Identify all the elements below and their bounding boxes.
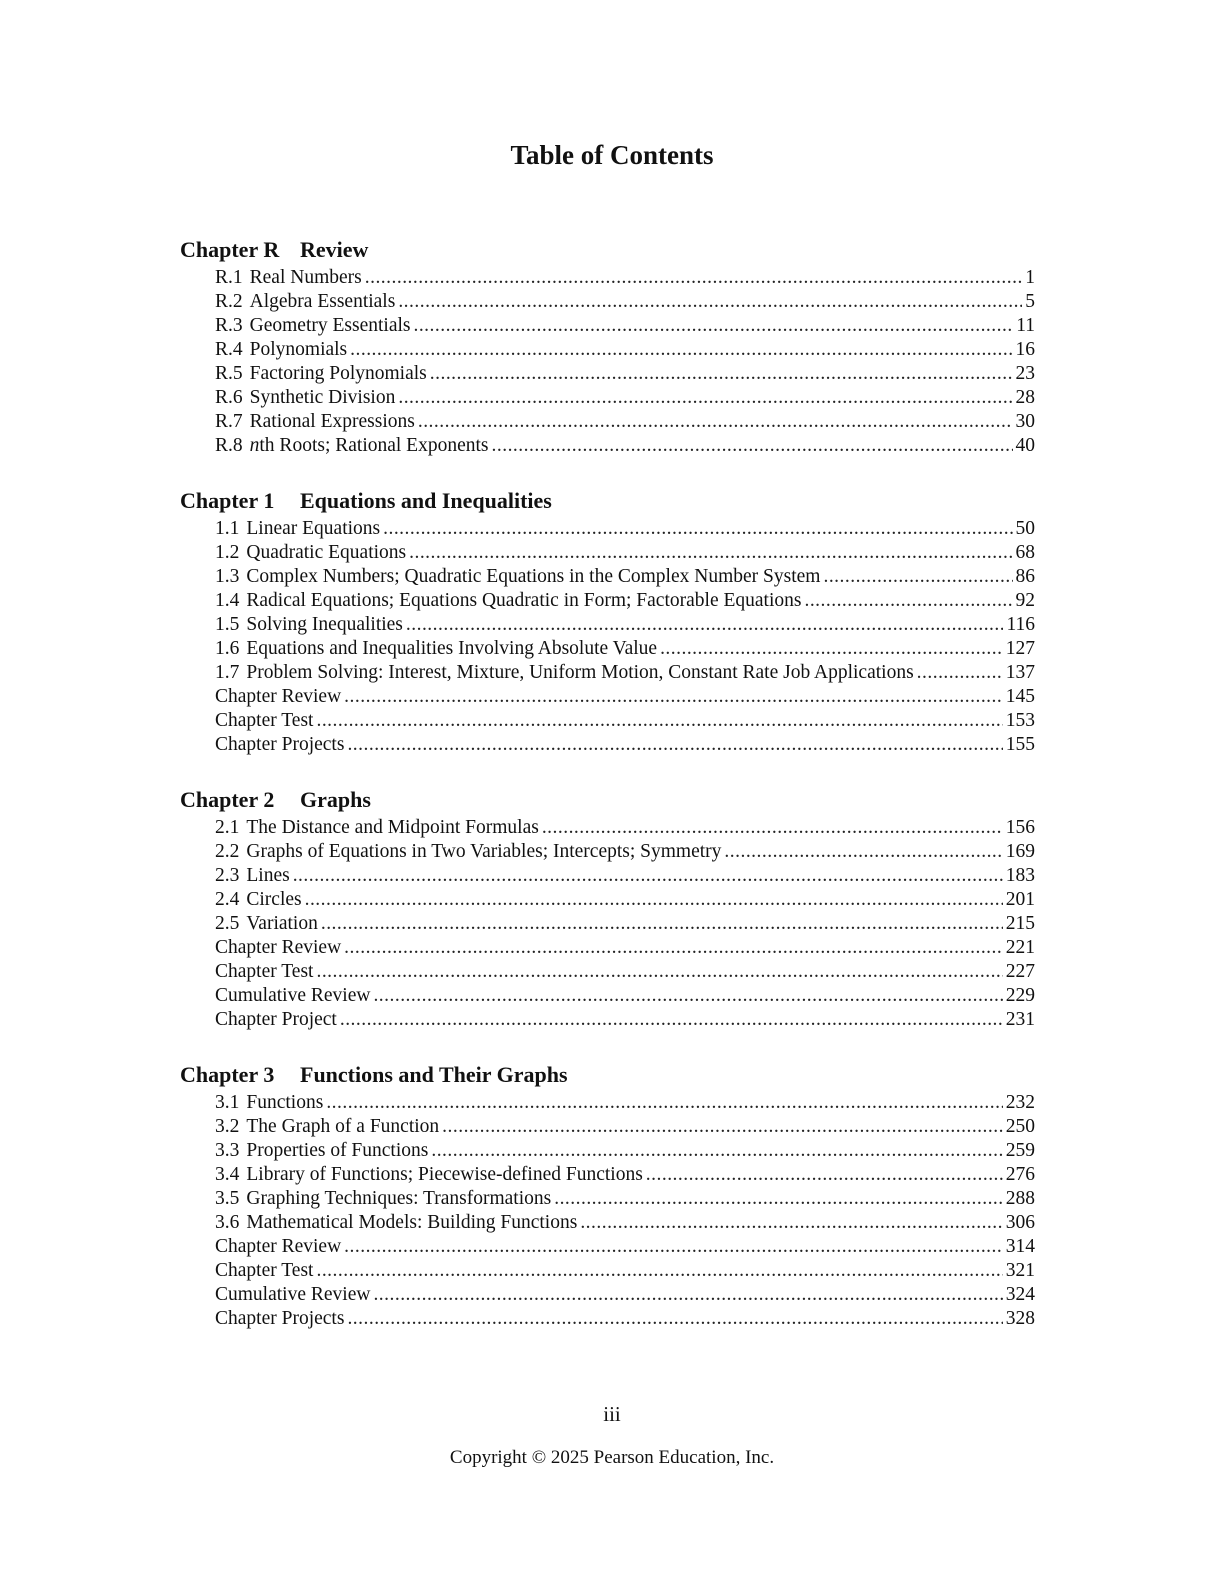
- toc-entry[interactable]: [215, 613, 1035, 637]
- section-title: Chapter Projects: [215, 734, 345, 755]
- chapter-heading: [180, 784, 1035, 816]
- toc-entry[interactable]: [215, 1115, 1035, 1139]
- section-title: Properties of Functions: [246, 1140, 429, 1161]
- section-title: Quadratic Equations: [246, 542, 407, 563]
- toc-entry[interactable]: [215, 960, 1035, 984]
- toc-entry[interactable]: [215, 565, 1035, 589]
- section-title: Solving Inequalities: [246, 614, 403, 635]
- chapter-entries: [180, 517, 1035, 757]
- dot-leader: [344, 685, 1003, 709]
- page-ref: 153: [1005, 710, 1035, 731]
- page-ref: 250: [1005, 1116, 1035, 1137]
- chapter-1: [180, 485, 1035, 757]
- page-ref: 232: [1005, 1092, 1035, 1113]
- dot-leader: [365, 266, 1023, 290]
- section-title: Real Numbers: [249, 267, 362, 288]
- dot-leader: [430, 362, 1013, 386]
- section-number: 3.6: [215, 1212, 240, 1233]
- page-ref: 229: [1005, 985, 1035, 1006]
- section-number: 3.2: [215, 1116, 240, 1137]
- toc-entry[interactable]: [215, 290, 1035, 314]
- page-ref: 288: [1005, 1188, 1035, 1209]
- section-title: Problem Solving: Interest, Mixture, Uniform Motion, Constant Rate Job Applications: [246, 662, 914, 683]
- toc-entry[interactable]: [215, 936, 1035, 960]
- chapter-label: Chapter R: [180, 237, 280, 262]
- page-ref: 156: [1005, 817, 1035, 838]
- section-title: Variation: [246, 913, 318, 934]
- dot-leader: [580, 1211, 1002, 1235]
- section-title: Complex Numbers; Quadratic Equations in the Complex Number System: [246, 566, 821, 587]
- toc-entry[interactable]: [215, 410, 1035, 434]
- section-number: R.5: [215, 363, 243, 384]
- toc-entry[interactable]: [215, 1235, 1035, 1259]
- chapter-heading: [180, 234, 1035, 266]
- section-number: 3.5: [215, 1188, 240, 1209]
- dot-leader: [823, 565, 1012, 589]
- page-ref: 11: [1016, 315, 1035, 336]
- page-ref: 28: [1015, 387, 1035, 408]
- dot-leader: [293, 864, 1003, 888]
- toc-entry[interactable]: [215, 338, 1035, 362]
- section-number: 1.1: [215, 518, 240, 539]
- page-ref: 259: [1005, 1140, 1035, 1161]
- toc-entry[interactable]: [215, 637, 1035, 661]
- section-title: Graphing Techniques: Transformations: [246, 1188, 552, 1209]
- dot-leader: [316, 960, 1002, 984]
- toc-entry[interactable]: [215, 541, 1035, 565]
- section-number: 3.4: [215, 1164, 240, 1185]
- page-ref: 221: [1005, 937, 1035, 958]
- section-title: Cumulative Review: [215, 1284, 371, 1305]
- section-number: 1.4: [215, 590, 240, 611]
- dot-leader: [347, 1307, 1002, 1331]
- dot-leader: [409, 541, 1012, 565]
- section-number: 1.5: [215, 614, 240, 635]
- section-title: Library of Functions; Piecewise-defined Functions: [246, 1164, 643, 1185]
- chapter-entries: [180, 816, 1035, 1032]
- dot-leader: [917, 661, 1003, 685]
- toc-entry[interactable]: [215, 434, 1035, 458]
- dot-leader: [316, 1259, 1002, 1283]
- page-ref: 227: [1005, 961, 1035, 982]
- chapter-entries: [180, 1091, 1035, 1331]
- page-ref: 40: [1015, 435, 1035, 456]
- table-of-contents: [180, 234, 1035, 1358]
- section-number: 2.5: [215, 913, 240, 934]
- dot-leader: [554, 1187, 1003, 1211]
- section-title: Chapter Review: [215, 686, 342, 707]
- section-title: Chapter Review: [215, 1236, 342, 1257]
- chapter-name: Equations and Inequalities: [300, 488, 552, 513]
- section-number: 1.2: [215, 542, 240, 563]
- page-ref: 276: [1005, 1164, 1035, 1185]
- toc-entry[interactable]: [215, 386, 1035, 410]
- chapter-r: [180, 234, 1035, 458]
- page-ref: 16: [1015, 339, 1035, 360]
- section-title: The Graph of a Function: [246, 1116, 440, 1137]
- chapter-name: Graphs: [300, 787, 371, 812]
- page-ref: 324: [1005, 1284, 1035, 1305]
- toc-entry[interactable]: [215, 1283, 1035, 1307]
- dot-leader: [413, 314, 1013, 338]
- section-title: Chapter Projects: [215, 1308, 345, 1329]
- section-number: R.2: [215, 291, 243, 312]
- dot-leader: [340, 1008, 1003, 1032]
- section-number: 2.1: [215, 817, 240, 838]
- section-number: 3.1: [215, 1092, 240, 1113]
- section-number: 1.6: [215, 638, 240, 659]
- page-ref: 127: [1005, 638, 1035, 659]
- section-number: 3.3: [215, 1140, 240, 1161]
- toc-entry[interactable]: [215, 888, 1035, 912]
- section-title-rest: th Roots; Rational Exponents: [259, 435, 489, 456]
- section-title: Chapter Review: [215, 937, 342, 958]
- section-title: Cumulative Review: [215, 985, 371, 1006]
- toc-entry[interactable]: [215, 1008, 1035, 1032]
- page-ref: 314: [1005, 1236, 1035, 1257]
- section-title: Chapter Test: [215, 1260, 314, 1281]
- dot-leader: [326, 1091, 1002, 1115]
- page-ref: 231: [1005, 1009, 1035, 1030]
- section-title: Graphs of Equations in Two Variables; Intercepts; Symmetry: [246, 841, 722, 862]
- page-ref: 155: [1005, 734, 1035, 755]
- section-title-italic: n: [249, 435, 260, 456]
- dot-leader: [646, 1163, 1003, 1187]
- dot-leader: [344, 936, 1003, 960]
- toc-entry[interactable]: [215, 1139, 1035, 1163]
- chapter-name: Review: [300, 237, 369, 262]
- page-ref: 5: [1025, 291, 1035, 312]
- toc-entry[interactable]: [215, 314, 1035, 338]
- dot-leader: [316, 709, 1002, 733]
- chapter-2: [180, 784, 1035, 1032]
- dot-leader: [383, 517, 1012, 541]
- dot-leader: [373, 984, 1002, 1008]
- toc-entry[interactable]: [215, 912, 1035, 936]
- dot-leader: [724, 840, 1002, 864]
- toc-entry[interactable]: [215, 589, 1035, 613]
- toc-entry[interactable]: [215, 709, 1035, 733]
- section-title: Algebra Essentials: [249, 291, 396, 312]
- dot-leader: [542, 816, 1003, 840]
- page-ref: 1: [1025, 267, 1035, 288]
- dot-leader: [804, 589, 1012, 613]
- chapter-3: [180, 1059, 1035, 1331]
- dot-leader: [660, 637, 1003, 661]
- dot-leader: [347, 733, 1002, 757]
- page-ref: 328: [1005, 1308, 1035, 1329]
- section-number: 1.7: [215, 662, 240, 683]
- section-title: Chapter Test: [215, 710, 314, 731]
- section-title: Synthetic Division: [249, 387, 396, 408]
- chapter-name: Functions and Their Graphs: [300, 1062, 568, 1087]
- section-number: R.8: [215, 435, 243, 456]
- section-number: R.6: [215, 387, 243, 408]
- dot-leader: [398, 386, 1012, 410]
- page-ref: 86: [1015, 566, 1035, 587]
- section-number: R.3: [215, 315, 243, 336]
- section-number: 2.4: [215, 889, 240, 910]
- dot-leader: [373, 1283, 1002, 1307]
- page-title: Table of Contents: [510, 140, 714, 170]
- dot-leader: [431, 1139, 1002, 1163]
- toc-entry[interactable]: [215, 661, 1035, 685]
- toc-entry[interactable]: [215, 864, 1035, 888]
- page-ref: 30: [1015, 411, 1035, 432]
- section-title: Polynomials: [249, 339, 348, 360]
- section-title: Mathematical Models: Building Functions: [246, 1212, 578, 1233]
- section-title: Circles: [246, 889, 302, 910]
- page-ref: 23: [1015, 363, 1035, 384]
- toc-entry[interactable]: [215, 1187, 1035, 1211]
- section-number: R.4: [215, 339, 243, 360]
- page-ref: 183: [1005, 865, 1035, 886]
- page-number: iii: [603, 1402, 621, 1426]
- chapter-label: Chapter 1: [180, 488, 275, 513]
- chapter-label: Chapter 3: [180, 1062, 275, 1087]
- toc-entry[interactable]: [215, 1091, 1035, 1115]
- chapter-entries: [180, 266, 1035, 458]
- dot-leader: [321, 912, 1003, 936]
- section-title: Geometry Essentials: [249, 315, 411, 336]
- toc-entry[interactable]: [215, 266, 1035, 290]
- section-number: 1.3: [215, 566, 240, 587]
- section-title: Chapter Project: [215, 1009, 337, 1030]
- section-number: 2.3: [215, 865, 240, 886]
- toc-entry[interactable]: [215, 1259, 1035, 1283]
- toc-entry[interactable]: [215, 1307, 1035, 1331]
- section-title: Factoring Polynomials: [249, 363, 427, 384]
- section-number: R.7: [215, 411, 243, 432]
- section-title: Rational Expressions: [249, 411, 415, 432]
- toc-entry[interactable]: [215, 362, 1035, 386]
- section-title: Equations and Inequalities Involving Absolute Value: [246, 638, 658, 659]
- page-ref: 116: [1006, 614, 1035, 635]
- page-ref: 68: [1015, 542, 1035, 563]
- page-ref: 201: [1005, 889, 1035, 910]
- toc-entry[interactable]: [215, 1211, 1035, 1235]
- page-ref: 137: [1005, 662, 1035, 683]
- section-title: The Distance and Midpoint Formulas: [246, 817, 539, 838]
- section-number: 2.2: [215, 841, 240, 862]
- dot-leader: [344, 1235, 1003, 1259]
- section-title: Functions: [246, 1092, 324, 1113]
- section-title: Chapter Test: [215, 961, 314, 982]
- chapter-label: Chapter 2: [180, 787, 275, 812]
- dot-leader: [406, 613, 1004, 637]
- dot-leader: [418, 410, 1013, 434]
- toc-entry[interactable]: [215, 816, 1035, 840]
- page-ref: 50: [1015, 518, 1035, 539]
- dot-leader: [492, 434, 1013, 458]
- page-ref: 215: [1005, 913, 1035, 934]
- toc-entry[interactable]: [215, 733, 1035, 757]
- page-ref: 92: [1015, 590, 1035, 611]
- page-ref: 169: [1005, 841, 1035, 862]
- section-number: R.1: [215, 267, 243, 288]
- chapter-heading: [180, 485, 1035, 517]
- toc-entry[interactable]: [215, 685, 1035, 709]
- dot-leader: [350, 338, 1012, 362]
- section-title: Linear Equations: [246, 518, 381, 539]
- dot-leader: [442, 1115, 1003, 1139]
- toc-entry[interactable]: [215, 984, 1035, 1008]
- page-ref: 306: [1005, 1212, 1035, 1233]
- dot-leader: [398, 290, 1022, 314]
- chapter-heading: [180, 1059, 1035, 1091]
- dot-leader: [305, 888, 1003, 912]
- toc-entry[interactable]: [215, 517, 1035, 541]
- toc-entry[interactable]: [215, 1163, 1035, 1187]
- section-title: [250, 434, 489, 458]
- section-title: Radical Equations; Equations Quadratic in Form; Factorable Equations: [246, 590, 802, 611]
- copyright-notice: Copyright © 2025 Pearson Education, Inc.: [449, 1447, 775, 1468]
- section-title: Lines: [246, 865, 290, 886]
- page-ref: 321: [1005, 1260, 1035, 1281]
- page-ref: 145: [1005, 686, 1035, 707]
- toc-entry[interactable]: [215, 840, 1035, 864]
